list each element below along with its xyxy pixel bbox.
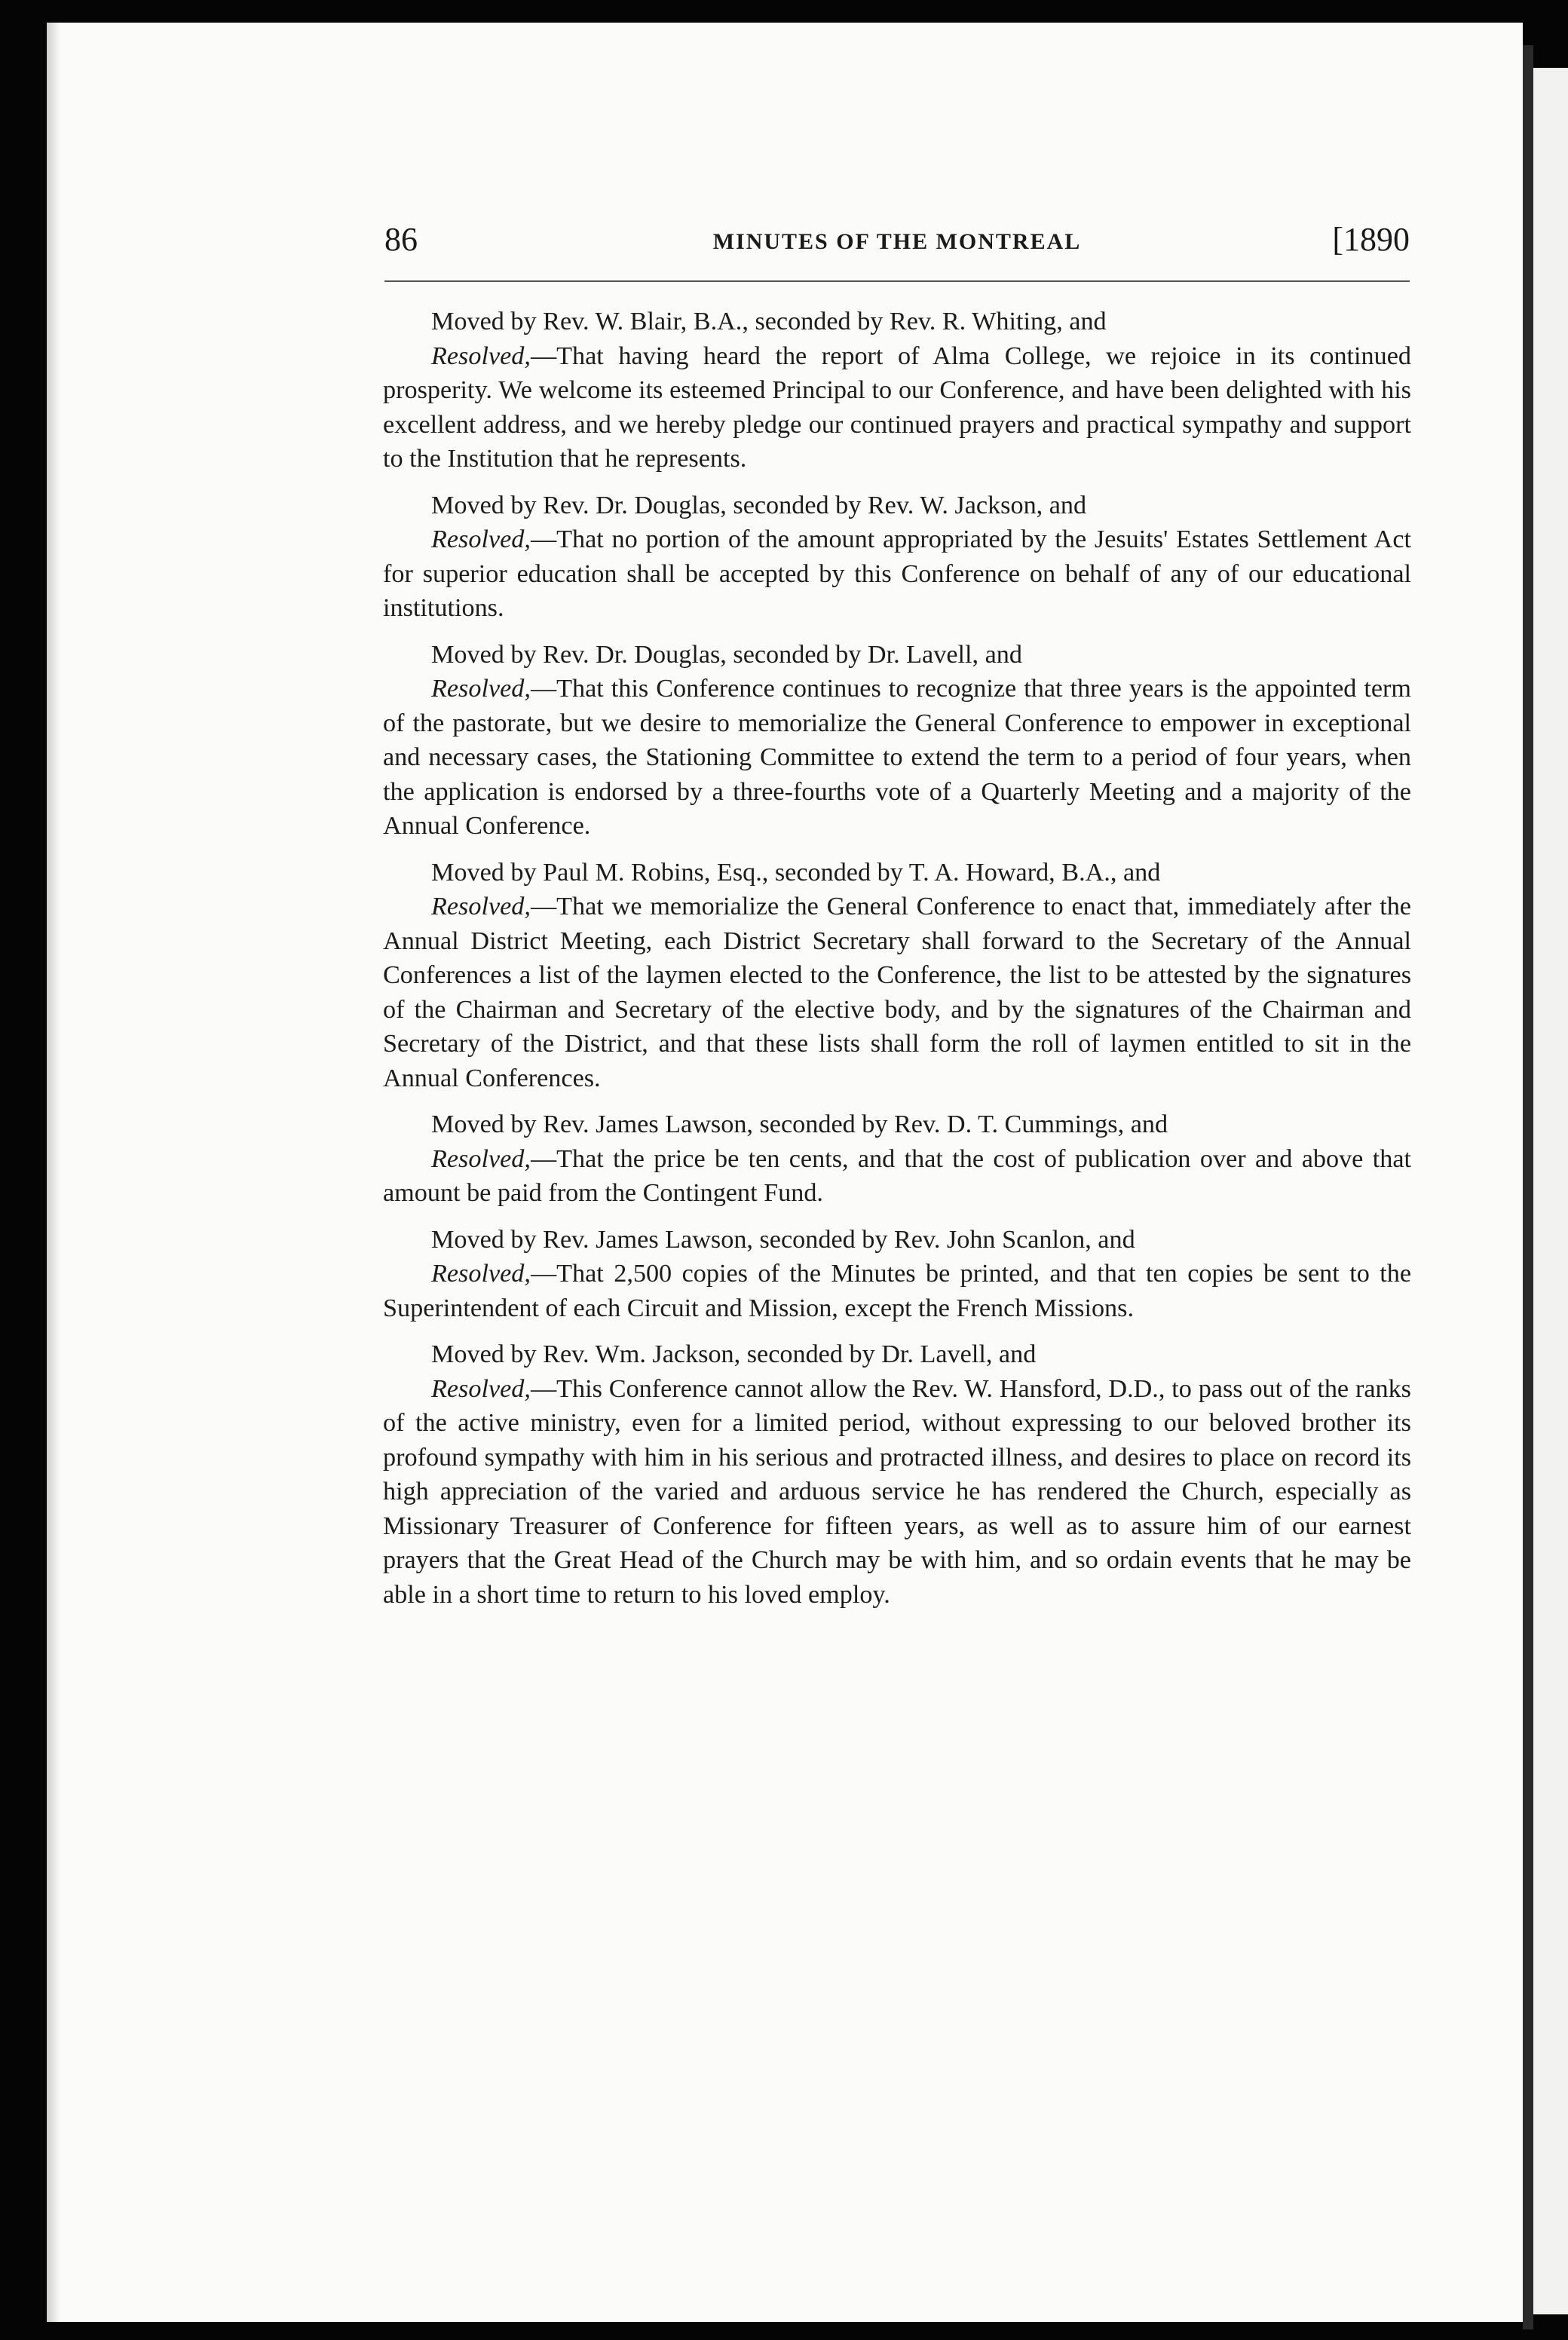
resolution-text: —That the price be ten cents, and that the cost of publication over and above that amount be paid from the Contingent Fund. (383, 1144, 1411, 1207)
resolved-paragraph (383, 890, 1411, 1095)
resolution-block (383, 1223, 1411, 1326)
resolved-paragraph (383, 1257, 1411, 1325)
resolved-paragraph (383, 522, 1411, 626)
motion-line: Moved by Rev. W. Blair, B.A., seconded by Rev. R. Whiting, and (431, 308, 1107, 335)
running-head: MINUTES OF THE MONTREAL (712, 229, 1082, 254)
resolved-label: Resolved, (431, 1374, 531, 1403)
page-edge-shadow (1523, 45, 1533, 2329)
motion-line: Moved by Rev. Dr. Douglas, seconded by Dr. Lavell, and (431, 640, 1022, 669)
resolution-block (383, 856, 1411, 1096)
resolved-label: Resolved, (431, 675, 531, 703)
resolved-paragraph (383, 672, 1411, 844)
resolved-label: Resolved, (431, 1144, 531, 1173)
resolved-paragraph (383, 1142, 1411, 1211)
resolution-block (383, 1107, 1411, 1211)
page-number: 86 (384, 221, 418, 258)
resolution-text: —That having heard the report of Alma College, we rejoice in its continued prosperity. We welcome its esteemed Principal to our Conference, and have been delighted with his excellent address, and we hereby pledge our continued prayers and practical sympathy and support to the Institution that he represents. (383, 342, 1411, 473)
header-rule (384, 280, 1410, 282)
resolved-label: Resolved, (431, 1260, 531, 1288)
resolution-block (383, 638, 1411, 844)
motion-line: Moved by Rev. Wm. Jackson, seconded by Dr. Lavell, and (431, 1340, 1037, 1368)
facing-page-edge (1533, 68, 1568, 2314)
resolved-paragraph (383, 1372, 1411, 1613)
minutes-body (383, 305, 1411, 1624)
resolution-text: —This Conference cannot allow the Rev. W. Hansford, D.D., to pass out of the ranks of the active ministry, even for a limited period, without expressing to our beloved brother its profound sympathy with him in his serious and protracted illness, and desires to place on record its high appreciation of the varied and arduous service he has rendered the Church, especially as Missionary Treasurer of Conference for fifteen years, as well as to assure him of our earnest prayers that the Great Head of the Church may be with him, and so ordain events that he may be able in a short time to return to his loved employ. (383, 1374, 1411, 1609)
motion-line: Moved by Paul M. Robins, Esq., seconded by T. A. Howard, B.A., and (431, 858, 1161, 887)
motion-line: Moved by Rev. James Lawson, seconded by Rev. John Scanlon, and (431, 1225, 1135, 1254)
resolution-text: —That this Conference continues to recognize that three years is the appointed term of the pastorate, but we desire to memorialize the General Conference to empower in exceptional and necessary cases, the Stationing Committee to extend the term to a period of four years, when the application is endorsed by a three-fourths vote of a Quarterly Meeting and a majority of the Annual Conference. (383, 675, 1411, 840)
resolution-block (383, 305, 1411, 476)
resolution-block (383, 489, 1411, 626)
resolved-label: Resolved, (431, 893, 531, 920)
resolved-paragraph (383, 339, 1411, 476)
resolution-text: —That 2,500 copies of the Minutes be printed, and that ten copies be sent to the Superintendent of each Circuit and Mission, except the French Missions. (383, 1260, 1411, 1322)
resolution-text: —That we memorialize the General Conference to enact that, immediately after the Annual District Meeting, each District Secretary shall forward to the Secretary of the Annual Conferences a list of the laymen elected to the Conference, the list to be attested by the signatures of the Chairman and Secretary of the elective body, and by the signatures of the Chairman and Secretary of the District, and that these lists shall form the roll of laymen entitled to sit in the Annual Conferences. (383, 893, 1411, 1092)
motion-line: Moved by Rev. Dr. Douglas, seconded by Rev. W. Jackson, and (431, 491, 1087, 519)
motion-line: Moved by Rev. James Lawson, seconded by Rev. D. T. Cummings, and (431, 1110, 1168, 1138)
header-year: [1890 (1332, 221, 1410, 258)
resolution-text: —That no portion of the amount appropriated by the Jesuits' Estates Settlement Act for superior education shall be accepted by this Conference on behalf of any of our educational institutions. (383, 525, 1411, 622)
resolved-label: Resolved, (431, 525, 531, 553)
page-header (384, 220, 1410, 268)
resolution-block (383, 1337, 1411, 1612)
page-gutter-shadow (47, 23, 60, 2322)
resolved-label: Resolved, (431, 342, 531, 370)
